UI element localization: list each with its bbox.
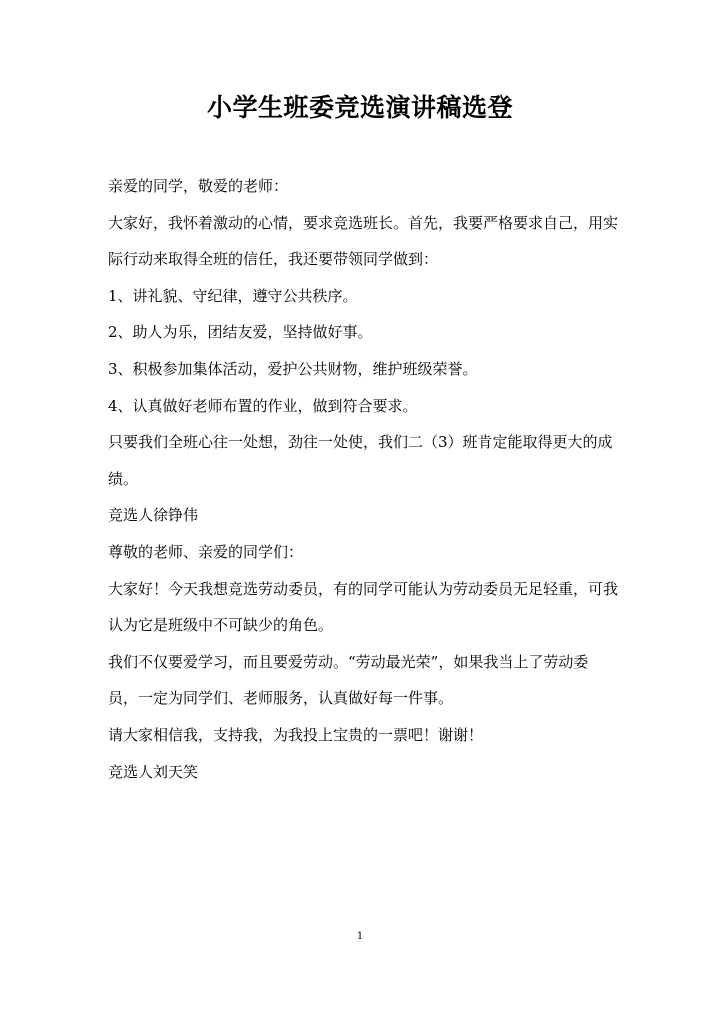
paragraph-greeting-2: 尊敬的老师、亲爱的同学们： (108, 542, 304, 561)
document-title: 小学生班委竞选演讲稿选登 (206, 93, 513, 122)
paragraph-intro-1: 大家好，我怀着激动的心情，要求竞选班长。首先，我要严格要求自己，用实际行动来取得全班的信任，我还要带领同学做到： (108, 213, 619, 269)
page-number: 1 (356, 931, 364, 942)
signature-1: 竞选人徐铮伟 (108, 506, 199, 525)
paragraph-body-2: 我们不仅要爱学习，而且要爱劳动。“劳动最光荣”，如果我当上了劳动委员，一定为同学们、老师服务，认真做好每一件事。 (108, 652, 589, 708)
paragraph-intro-2: 大家好！今天我想竞选劳动委员，有的同学可能认为劳动委员无足轻重，可我认为它是班级中不可缺少的角色。 (108, 579, 619, 635)
paragraph-conclusion-1: 只要我们全班心往一处想，劲往一处使，我们二（3）班肯定能取得更大的成绩。 (108, 433, 613, 488)
list-item-3: 3、积极参加集体活动，爱护公共财物，维护班级荣誉。 (108, 359, 478, 378)
list-item-2: 2、助人为乐，团结友爱，坚持做好事。 (108, 323, 373, 342)
document-body (108, 168, 618, 790)
paragraph-greeting-1: 亲爱的同学，敬爱的老师： (108, 177, 289, 195)
signature-2: 竞选人刘天笑 (108, 762, 199, 781)
list-item-4: 4、认真做好老师布置的作业，做到符合要求。 (108, 396, 418, 415)
paragraph-appeal-2: 请大家相信我，支持我，为我投上宝贵的一票吧！谢谢！ (108, 725, 484, 744)
list-item-1: 1、讲礼貌、守纪律，遵守公共秩序。 (108, 286, 358, 305)
